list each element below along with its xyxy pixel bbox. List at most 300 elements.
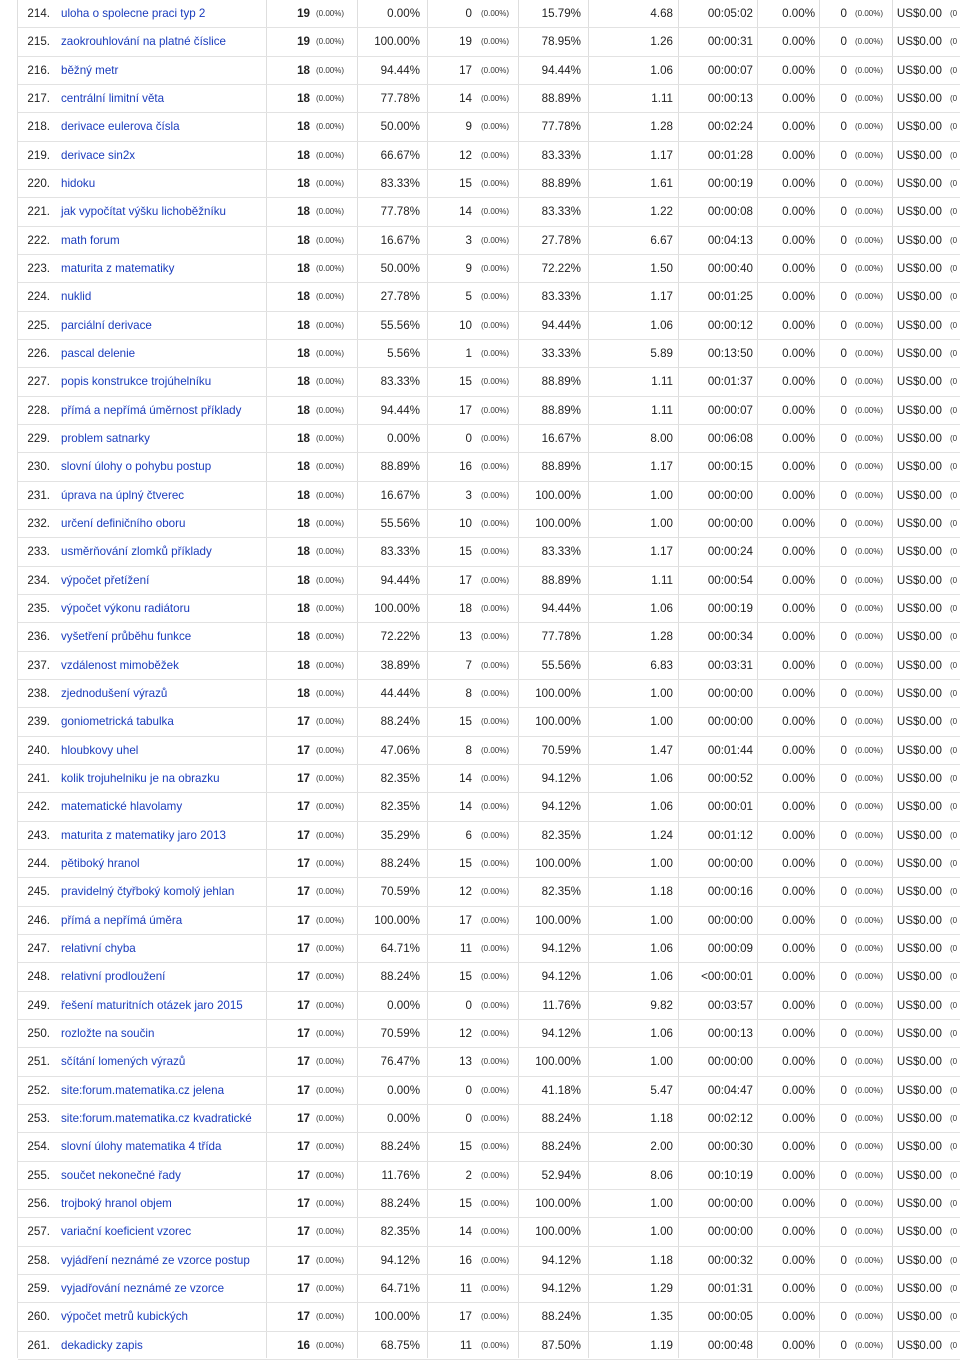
keyword-link[interactable]: slovní úlohy o pohybu postup	[61, 460, 212, 474]
keyword-link[interactable]: parciální derivace	[61, 318, 152, 332]
bounce-rate: 100.00%	[535, 856, 581, 870]
goal-conversion-rate: 0.00%	[782, 630, 815, 644]
goal-completions: 0	[840, 35, 847, 49]
truncated-column: (0	[950, 9, 958, 18]
row-number: 227.	[27, 375, 50, 389]
goal-value: US$0.00	[896, 1168, 942, 1182]
row-number: 261.	[27, 1338, 50, 1352]
keyword-link[interactable]: běžný metr	[61, 63, 119, 77]
truncated-column: (0	[950, 1000, 958, 1010]
goal-conversion-rate: 0.00%	[782, 460, 815, 474]
keyword-link[interactable]: vyjádření neznámé ze vzorce postup	[61, 1253, 250, 1267]
goal-value: US$0.00	[896, 261, 942, 275]
new-visits-value: 14	[459, 800, 472, 814]
keyword-link[interactable]: goniometrická tabulka	[61, 715, 174, 729]
keyword-link[interactable]: hidoku	[61, 176, 96, 190]
keyword-link[interactable]: výpočet metrů kubických	[61, 1310, 188, 1324]
pages-per-visit: 1.61	[650, 176, 673, 190]
row-number: 243.	[27, 828, 50, 842]
truncated-column: (0	[950, 1057, 958, 1067]
visits-value: 17	[297, 941, 310, 955]
avg-visit-duration: 00:06:08	[707, 431, 753, 445]
goal-conversion-rate: 0.00%	[782, 545, 815, 559]
visits-value: 18	[297, 91, 310, 105]
table-row	[18, 482, 960, 510]
new-visits-value: 10	[459, 516, 472, 530]
avg-visit-duration: 00:05:02	[707, 7, 753, 20]
keyword-link[interactable]: hloubkovy uhel	[61, 743, 139, 757]
avg-visit-duration: 00:03:57	[707, 998, 753, 1012]
keyword-link[interactable]: zjednodušení výrazů	[61, 686, 168, 700]
avg-visit-duration: 00:00:13	[707, 1026, 753, 1040]
table-row	[18, 510, 960, 538]
goal-completions: 0	[840, 205, 847, 219]
goal-completions: 0	[840, 1310, 847, 1324]
bounce-rate: 94.12%	[541, 800, 581, 814]
goal-conversion-rate: 0.00%	[782, 63, 815, 77]
keyword-link[interactable]: pascal delenie	[61, 346, 136, 360]
goal-conversion-rate: 0.00%	[782, 998, 815, 1012]
keyword-link[interactable]: site:forum.matematika.cz jelena	[61, 1083, 225, 1097]
goal-completions-pct: (0.00%)	[855, 1142, 884, 1152]
pages-per-visit: 5.47	[650, 1083, 673, 1097]
goal-conversion-rate: 0.00%	[782, 7, 815, 20]
goal-completions: 0	[840, 176, 847, 190]
visits-percent: (0.00%)	[316, 490, 345, 500]
goal-completions: 0	[840, 1225, 847, 1239]
keyword-link[interactable]: vyšetření průběhu funkce	[61, 630, 192, 644]
new-visits-share: (0.00%)	[481, 235, 510, 245]
new-visits-percent: 47.06%	[380, 743, 420, 757]
new-visits-percent: 94.44%	[380, 63, 420, 77]
new-visits-value: 0	[465, 1083, 472, 1097]
truncated-column: (0	[950, 1312, 958, 1322]
goal-completions-pct: (0.00%)	[855, 773, 884, 783]
goal-conversion-rate: 0.00%	[782, 828, 815, 842]
goal-completions-pct: (0.00%)	[855, 745, 884, 755]
table-row	[18, 907, 960, 935]
goal-completions-pct: (0.00%)	[855, 122, 884, 132]
bounce-rate: 11.76%	[542, 998, 581, 1012]
bounce-rate: 83.33%	[541, 290, 581, 304]
keyword-link[interactable]: trojboký hranol objem	[61, 1196, 172, 1210]
new-visits-value: 14	[459, 771, 472, 785]
new-visits-value: 2	[465, 1168, 472, 1182]
pages-per-visit: 1.26	[650, 35, 673, 49]
goal-value: US$0.00	[896, 375, 942, 389]
new-visits-value: 8	[465, 686, 472, 700]
new-visits-share: (0.00%)	[481, 490, 510, 500]
truncated-column: (0	[950, 1113, 958, 1123]
goal-completions-pct: (0.00%)	[855, 1227, 884, 1237]
row-number: 218.	[27, 120, 50, 134]
keyword-link[interactable]: uloha o spolecne praci typ 2	[61, 7, 206, 20]
new-visits-share: (0.00%)	[481, 603, 510, 613]
visits-percent: (0.00%)	[316, 745, 345, 755]
avg-visit-duration: 00:00:48	[707, 1338, 753, 1352]
new-visits-value: 0	[465, 998, 472, 1012]
keyword-link[interactable]: relativní chyba	[61, 941, 136, 955]
visits-percent: (0.00%)	[316, 348, 345, 358]
pages-per-visit: 6.83	[650, 658, 673, 672]
goal-conversion-rate: 0.00%	[782, 1083, 815, 1097]
keyword-link[interactable]: určení definičního oboru	[61, 516, 186, 530]
goal-value: US$0.00	[896, 828, 942, 842]
truncated-column: (0	[950, 462, 958, 472]
pages-per-visit: 1.22	[650, 205, 673, 219]
keyword-link[interactable]: maturita z matematiky	[61, 261, 175, 275]
keyword-link[interactable]: variační koeficient vzorec	[61, 1225, 192, 1239]
keyword-link[interactable]: součet nekonečné řady	[61, 1168, 181, 1182]
row-number: 224.	[27, 290, 50, 304]
avg-visit-duration: 00:00:09	[707, 941, 753, 955]
keyword-link[interactable]: derivace sin2x	[61, 148, 136, 162]
truncated-column: (0	[950, 65, 958, 75]
visits-value: 18	[297, 120, 310, 134]
goal-value: US$0.00	[896, 658, 942, 672]
keyword-link[interactable]: slovní úlohy matematika 4 třída	[61, 1140, 222, 1154]
keyword-link[interactable]: maturita z matematiky jaro 2013	[61, 828, 226, 842]
keyword-link[interactable]: rozložte na součin	[61, 1026, 155, 1040]
new-visits-percent: 66.67%	[380, 148, 420, 162]
visits-percent: (0.00%)	[316, 1312, 345, 1322]
new-visits-share: (0.00%)	[481, 348, 510, 358]
goal-completions: 0	[840, 375, 847, 389]
keyword-link[interactable]: přímá a nepřímá úměrnost příklady	[61, 403, 242, 417]
row-number: 231.	[27, 488, 50, 502]
new-visits-percent: 88.24%	[380, 715, 420, 729]
table-row	[18, 1190, 960, 1218]
row-number: 238.	[27, 686, 50, 700]
goal-completions: 0	[840, 1253, 847, 1267]
row-number: 254.	[27, 1140, 50, 1154]
truncated-column: (0	[950, 1170, 958, 1180]
goal-conversion-rate: 0.00%	[782, 403, 815, 417]
goal-value: US$0.00	[896, 573, 942, 587]
pages-per-visit: 1.00	[650, 1055, 673, 1069]
keyword-link[interactable]: usměrňování zlomků příklady	[61, 545, 212, 559]
goal-completions: 0	[840, 658, 847, 672]
goal-value: US$0.00	[896, 913, 942, 927]
goal-value: US$0.00	[896, 205, 942, 219]
goal-conversion-rate: 0.00%	[782, 941, 815, 955]
visits-value: 18	[297, 318, 310, 332]
new-visits-percent: 88.24%	[380, 970, 420, 984]
goal-value: US$0.00	[896, 488, 942, 502]
keyword-link[interactable]: relativní prodloužení	[61, 970, 166, 984]
goal-value: US$0.00	[896, 686, 942, 700]
bounce-rate: 94.12%	[541, 771, 581, 785]
bounce-rate: 100.00%	[535, 715, 581, 729]
new-visits-percent: 77.78%	[380, 205, 420, 219]
keyword-link[interactable]: pětiboký hranol	[61, 856, 140, 870]
row-number: 237.	[27, 658, 50, 672]
table-row	[18, 170, 960, 198]
new-visits-share: (0.00%)	[481, 9, 510, 18]
goal-completions: 0	[840, 686, 847, 700]
goal-conversion-rate: 0.00%	[782, 120, 815, 134]
row-number: 249.	[27, 998, 50, 1012]
row-number: 220.	[27, 176, 50, 190]
table-row	[18, 283, 960, 311]
bounce-rate: 88.89%	[541, 91, 581, 105]
truncated-column: (0	[950, 575, 958, 585]
table-row	[18, 1077, 960, 1105]
visits-value: 18	[297, 658, 310, 672]
goal-conversion-rate: 0.00%	[782, 1196, 815, 1210]
new-visits-percent: 50.00%	[380, 261, 420, 275]
goal-completions: 0	[840, 1055, 847, 1069]
goal-conversion-rate: 0.00%	[782, 1140, 815, 1154]
avg-visit-duration: 00:01:12	[707, 828, 753, 842]
truncated-column: (0	[950, 150, 958, 160]
avg-visit-duration: 00:00:07	[707, 403, 753, 417]
keyword-link[interactable]: sčítání lomených výrazů	[61, 1055, 186, 1069]
row-number: 256.	[27, 1196, 50, 1210]
new-visits-value: 15	[459, 856, 472, 870]
goal-completions: 0	[840, 488, 847, 502]
goal-completions: 0	[840, 148, 847, 162]
keyword-link[interactable]: vzdálenost mimoběžek	[61, 658, 179, 672]
goal-completions-pct: (0.00%)	[855, 717, 884, 727]
goal-conversion-rate: 0.00%	[782, 1111, 815, 1125]
goal-conversion-rate: 0.00%	[782, 601, 815, 615]
pages-per-visit: 1.17	[650, 148, 673, 162]
avg-visit-duration: 00:01:44	[707, 743, 753, 757]
goal-completions: 0	[840, 403, 847, 417]
keyword-link[interactable]: site:forum.matematika.cz kvadratické	[61, 1111, 252, 1125]
visits-value: 18	[297, 261, 310, 275]
bounce-rate: 15.79%	[541, 7, 581, 20]
bounce-rate: 94.12%	[541, 970, 581, 984]
new-visits-value: 17	[459, 913, 472, 927]
new-visits-percent: 16.67%	[380, 488, 420, 502]
bounce-rate: 78.95%	[541, 35, 581, 49]
goal-completions-pct: (0.00%)	[855, 887, 884, 897]
new-visits-percent: 0.00%	[387, 1083, 420, 1097]
row-number: 239.	[27, 715, 50, 729]
new-visits-percent: 55.56%	[380, 516, 420, 530]
goal-completions-pct: (0.00%)	[855, 1340, 884, 1350]
goal-completions: 0	[840, 431, 847, 445]
goal-completions-pct: (0.00%)	[855, 603, 884, 613]
goal-completions-pct: (0.00%)	[855, 1057, 884, 1067]
new-visits-share: (0.00%)	[481, 462, 510, 472]
new-visits-percent: 82.35%	[380, 771, 420, 785]
new-visits-share: (0.00%)	[481, 688, 510, 698]
goal-completions: 0	[840, 941, 847, 955]
avg-visit-duration: 00:01:37	[707, 375, 753, 389]
keyword-link[interactable]: popis konstrukce trojúhelníku	[61, 375, 212, 389]
new-visits-share: (0.00%)	[481, 1283, 510, 1293]
row-number: 232.	[27, 516, 50, 530]
goal-conversion-rate: 0.00%	[782, 488, 815, 502]
row-number: 217.	[27, 91, 50, 105]
truncated-column: (0	[950, 830, 958, 840]
visits-percent: (0.00%)	[316, 575, 345, 585]
new-visits-share: (0.00%)	[481, 1255, 510, 1265]
avg-visit-duration: 00:01:25	[707, 290, 753, 304]
avg-visit-duration: 00:00:15	[707, 460, 753, 474]
pages-per-visit: 1.17	[650, 290, 673, 304]
visits-value: 18	[297, 205, 310, 219]
keyword-link[interactable]: výpočet výkonu radiátoru	[61, 601, 190, 615]
visits-percent: (0.00%)	[316, 858, 345, 868]
new-visits-share: (0.00%)	[481, 915, 510, 925]
new-visits-value: 11	[459, 1281, 472, 1295]
goal-completions-pct: (0.00%)	[855, 943, 884, 953]
avg-visit-duration: 00:00:13	[707, 91, 753, 105]
row-number: 252.	[27, 1083, 50, 1097]
visits-value: 18	[297, 460, 310, 474]
keyword-link[interactable]: úprava na úplný čtverec	[61, 488, 185, 502]
new-visits-percent: 35.29%	[380, 828, 420, 842]
goal-completions-pct: (0.00%)	[855, 1170, 884, 1180]
visits-value: 17	[297, 885, 310, 899]
goal-conversion-rate: 0.00%	[782, 1026, 815, 1040]
bounce-rate: 55.56%	[541, 658, 581, 672]
table-row	[18, 1303, 960, 1331]
new-visits-percent: 50.00%	[380, 120, 420, 134]
truncated-column: (0	[950, 1198, 958, 1208]
new-visits-value: 12	[459, 885, 472, 899]
avg-visit-duration: 00:00:00	[707, 1055, 753, 1069]
goal-completions-pct: (0.00%)	[855, 377, 884, 387]
goal-completions: 0	[840, 1338, 847, 1352]
new-visits-share: (0.00%)	[481, 150, 510, 160]
bounce-rate: 83.33%	[541, 545, 581, 559]
new-visits-share: (0.00%)	[481, 632, 510, 642]
avg-visit-duration: 00:00:00	[707, 488, 753, 502]
pages-per-visit: 1.17	[650, 545, 673, 559]
keyword-link[interactable]: zaokrouhlování na platné číslice	[61, 35, 226, 49]
visits-percent: (0.00%)	[316, 915, 345, 925]
new-visits-percent: 83.33%	[380, 545, 420, 559]
keyword-link[interactable]: derivace eulerova čísla	[61, 120, 180, 134]
goal-value: US$0.00	[896, 120, 942, 134]
truncated-column: (0	[950, 235, 958, 245]
goal-conversion-rate: 0.00%	[782, 516, 815, 530]
keyword-link[interactable]: matematické hlavolamy	[61, 800, 183, 814]
table-row	[18, 737, 960, 765]
goal-conversion-rate: 0.00%	[782, 1310, 815, 1324]
new-visits-value: 1	[465, 346, 472, 360]
goal-conversion-rate: 0.00%	[782, 658, 815, 672]
goal-value: US$0.00	[896, 1196, 942, 1210]
goal-completions: 0	[840, 1111, 847, 1125]
goal-completions: 0	[840, 7, 847, 20]
keyword-link[interactable]: kolik trojuhelniku je na obrazku	[61, 771, 220, 785]
keyword-link[interactable]: vyjadřování neznámé ze vzorce	[61, 1281, 225, 1295]
keyword-link[interactable]: nuklid	[61, 290, 92, 304]
new-visits-share: (0.00%)	[481, 433, 510, 443]
visits-percent: (0.00%)	[316, 688, 345, 698]
goal-value: US$0.00	[896, 176, 942, 190]
keyword-link[interactable]: centrální limitní věta	[61, 91, 165, 105]
visits-value: 18	[297, 403, 310, 417]
bounce-rate: 88.24%	[541, 1310, 581, 1324]
truncated-column: (0	[950, 1255, 958, 1265]
pages-per-visit: 1.06	[650, 941, 673, 955]
bounce-rate: 16.67%	[541, 431, 581, 445]
keyword-link[interactable]: math forum	[61, 233, 120, 247]
keyword-link[interactable]: výpočet přetížení	[61, 573, 150, 587]
goal-completions: 0	[840, 91, 847, 105]
visits-value: 17	[297, 998, 310, 1012]
keyword-link[interactable]: jak vypočítat výšku lichoběžníku	[61, 205, 226, 219]
pages-per-visit: 1.18	[650, 1111, 673, 1125]
visits-value: 17	[297, 1253, 310, 1267]
table-row	[18, 57, 960, 85]
goal-conversion-rate: 0.00%	[782, 771, 815, 785]
new-visits-value: 11	[459, 1338, 472, 1352]
goal-value: US$0.00	[896, 63, 942, 77]
table-row	[18, 1020, 960, 1048]
row-number: 230.	[27, 460, 50, 474]
table-row	[18, 113, 960, 141]
goal-value: US$0.00	[896, 771, 942, 785]
table-row	[18, 992, 960, 1020]
new-visits-value: 19	[459, 35, 472, 49]
table-row	[18, 850, 960, 878]
avg-visit-duration: 00:00:00	[707, 1196, 753, 1210]
keyword-link[interactable]: problem satnarky	[61, 431, 150, 445]
bounce-rate: 83.33%	[541, 205, 581, 219]
new-visits-value: 8	[465, 743, 472, 757]
goal-completions: 0	[840, 998, 847, 1012]
table-row	[18, 142, 960, 170]
goal-completions-pct: (0.00%)	[855, 37, 884, 47]
goal-completions: 0	[840, 120, 847, 134]
goal-completions-pct: (0.00%)	[855, 235, 884, 245]
new-visits-share: (0.00%)	[481, 207, 510, 217]
new-visits-value: 0	[465, 431, 472, 445]
avg-visit-duration: 00:00:24	[707, 545, 753, 559]
row-number: 214.	[27, 7, 50, 20]
goal-value: US$0.00	[896, 1140, 942, 1154]
keyword-link[interactable]: dekadicky zapis	[61, 1338, 143, 1352]
truncated-column: (0	[950, 915, 958, 925]
goal-completions: 0	[840, 233, 847, 247]
goal-value: US$0.00	[896, 7, 942, 20]
visits-percent: (0.00%)	[316, 603, 345, 613]
truncated-column: (0	[950, 802, 958, 812]
pages-per-visit: 1.47	[650, 743, 673, 757]
row-number: 245.	[27, 885, 50, 899]
keyword-link[interactable]: řešení maturitních otázek jaro 2015	[61, 998, 243, 1012]
goal-completions: 0	[840, 290, 847, 304]
pages-per-visit: 1.19	[650, 1338, 673, 1352]
new-visits-share: (0.00%)	[481, 830, 510, 840]
truncated-column: (0	[950, 207, 958, 217]
avg-visit-duration: 00:00:30	[707, 1140, 753, 1154]
keyword-link[interactable]: přímá a nepřímá úměra	[61, 913, 183, 927]
pages-per-visit: 5.89	[650, 346, 673, 360]
keyword-link[interactable]: pravidelný čtyřboký komolý jehlan	[61, 885, 235, 899]
visits-value: 17	[297, 970, 310, 984]
avg-visit-duration: 00:00:52	[707, 771, 753, 785]
new-visits-value: 14	[459, 205, 472, 219]
table-row	[18, 935, 960, 963]
bounce-rate: 100.00%	[535, 1196, 581, 1210]
goal-completions-pct: (0.00%)	[855, 802, 884, 812]
truncated-column: (0	[950, 1340, 958, 1350]
new-visits-value: 13	[459, 630, 472, 644]
visits-percent: (0.00%)	[316, 263, 345, 273]
new-visits-share: (0.00%)	[481, 575, 510, 585]
row-number: 257.	[27, 1225, 50, 1239]
new-visits-value: 3	[465, 233, 472, 247]
